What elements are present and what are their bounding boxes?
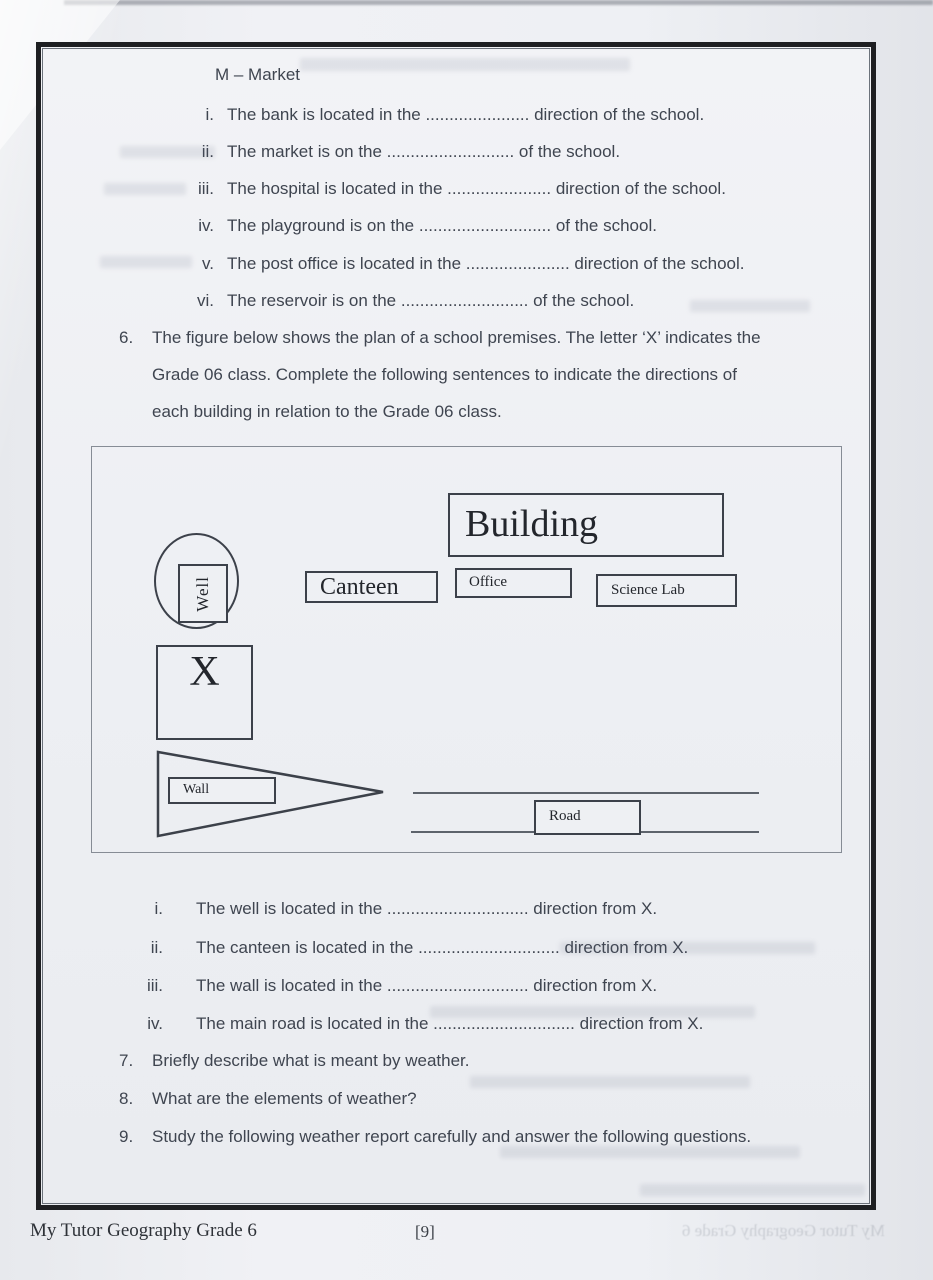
well-box [178,564,228,623]
list-item-numeral: v. [202,254,214,273]
bleed-through-footer-text: My Tutor Geography Grade 6 [681,1221,885,1240]
bleed-through-smudge [690,300,810,312]
wall-box [168,777,276,804]
list-item-text: The wall is located in the .............................. direction from X. [196,976,658,995]
building-box [448,493,724,557]
wall-label: Wall [183,782,210,797]
science-lab-box [596,574,737,607]
list-item-text: The well is located in the .............................. direction from X. [196,899,658,918]
list-item [120,898,657,920]
question-6-line: each building in relation to the Grade 06 class. [152,402,502,421]
question-text: Briefly describe what is meant by weather. [152,1051,470,1070]
list-item-numeral: ii. [201,142,214,161]
list-item-text: The playground is on the ............................ of the school. [227,216,657,235]
list-item-text: The main road is located in the .............................. direction from X. [196,1014,704,1033]
list-item-numeral: i. [205,105,214,124]
list-item [120,975,657,997]
list-item-numeral: iii. [146,976,163,995]
x-mark-label: X [189,649,220,695]
list-item-text: The reservoir is on the ........................... of the school. [227,291,635,310]
list-item-text: The post office is located in the ...................... direction of the school. [227,254,745,273]
bleed-through-smudge [100,256,192,268]
list-item [170,215,657,237]
question-7 [119,1050,469,1072]
list-item [170,178,726,200]
well-label: Well [193,575,212,612]
list-item [170,253,745,275]
road-line-top [413,792,759,794]
question-number: 7. [119,1051,134,1070]
bleed-through-smudge [560,942,815,954]
list-item [170,141,620,163]
bleed-through-smudge [500,1146,800,1158]
list-item-numeral: i. [154,899,163,918]
question-number: 6. [119,328,134,347]
canteen-box [305,571,438,603]
list-item-numeral: iv. [147,1014,163,1033]
bleed-through-smudge [104,183,186,195]
bleed-through-smudge [470,1076,750,1088]
page-number: [9] [415,1222,435,1241]
bleed-through-smudge [430,1006,755,1018]
question-9 [119,1126,751,1148]
grade-06-class-box [156,645,253,740]
scan-edge-shadow [64,0,933,5]
list-item-text: The bank is located in the ...................... direction of the school. [227,105,705,124]
list-item [170,290,634,312]
building-label: Building [465,503,599,545]
question-text: Study the following weather report carefully and answer the following questions. [152,1127,752,1146]
road-label: Road [549,808,581,824]
legend-market: M – Market [215,65,301,84]
list-item-text: The market is on the ........................... of the school. [227,142,621,161]
question-number: 9. [119,1127,134,1146]
bleed-through-smudge [120,146,215,158]
bleed-through-smudge [300,58,630,71]
list-item-numeral: vi. [197,291,214,310]
office-label: Office [469,574,508,590]
list-item [170,104,704,126]
question-6-line: Grade 06 class. Complete the following sentences to indicate the directions of [152,365,737,384]
question-6-line: The figure below shows the plan of a school premises. The letter ‘X’ indicates the [152,328,761,347]
road-box [534,800,641,835]
canteen-label: Canteen [320,574,399,600]
list-item-numeral: iii. [197,179,214,198]
question-text: What are the elements of weather? [152,1089,417,1108]
footer-title: My Tutor Geography Grade 6 [30,1220,257,1241]
school-plan-figure [91,446,842,853]
question-8 [119,1088,417,1110]
list-item-numeral: iv. [198,216,214,235]
office-box [455,568,572,598]
list-item-numeral: ii. [150,938,163,957]
list-item-text: The hospital is located in the ...................... direction of the school. [227,179,726,198]
bleed-through-smudge [640,1184,865,1196]
question-number: 8. [119,1089,134,1108]
list-item-text: The canteen is located in the .............................. direction from X. [196,938,689,957]
science-lab-label: Science Lab [611,582,685,598]
